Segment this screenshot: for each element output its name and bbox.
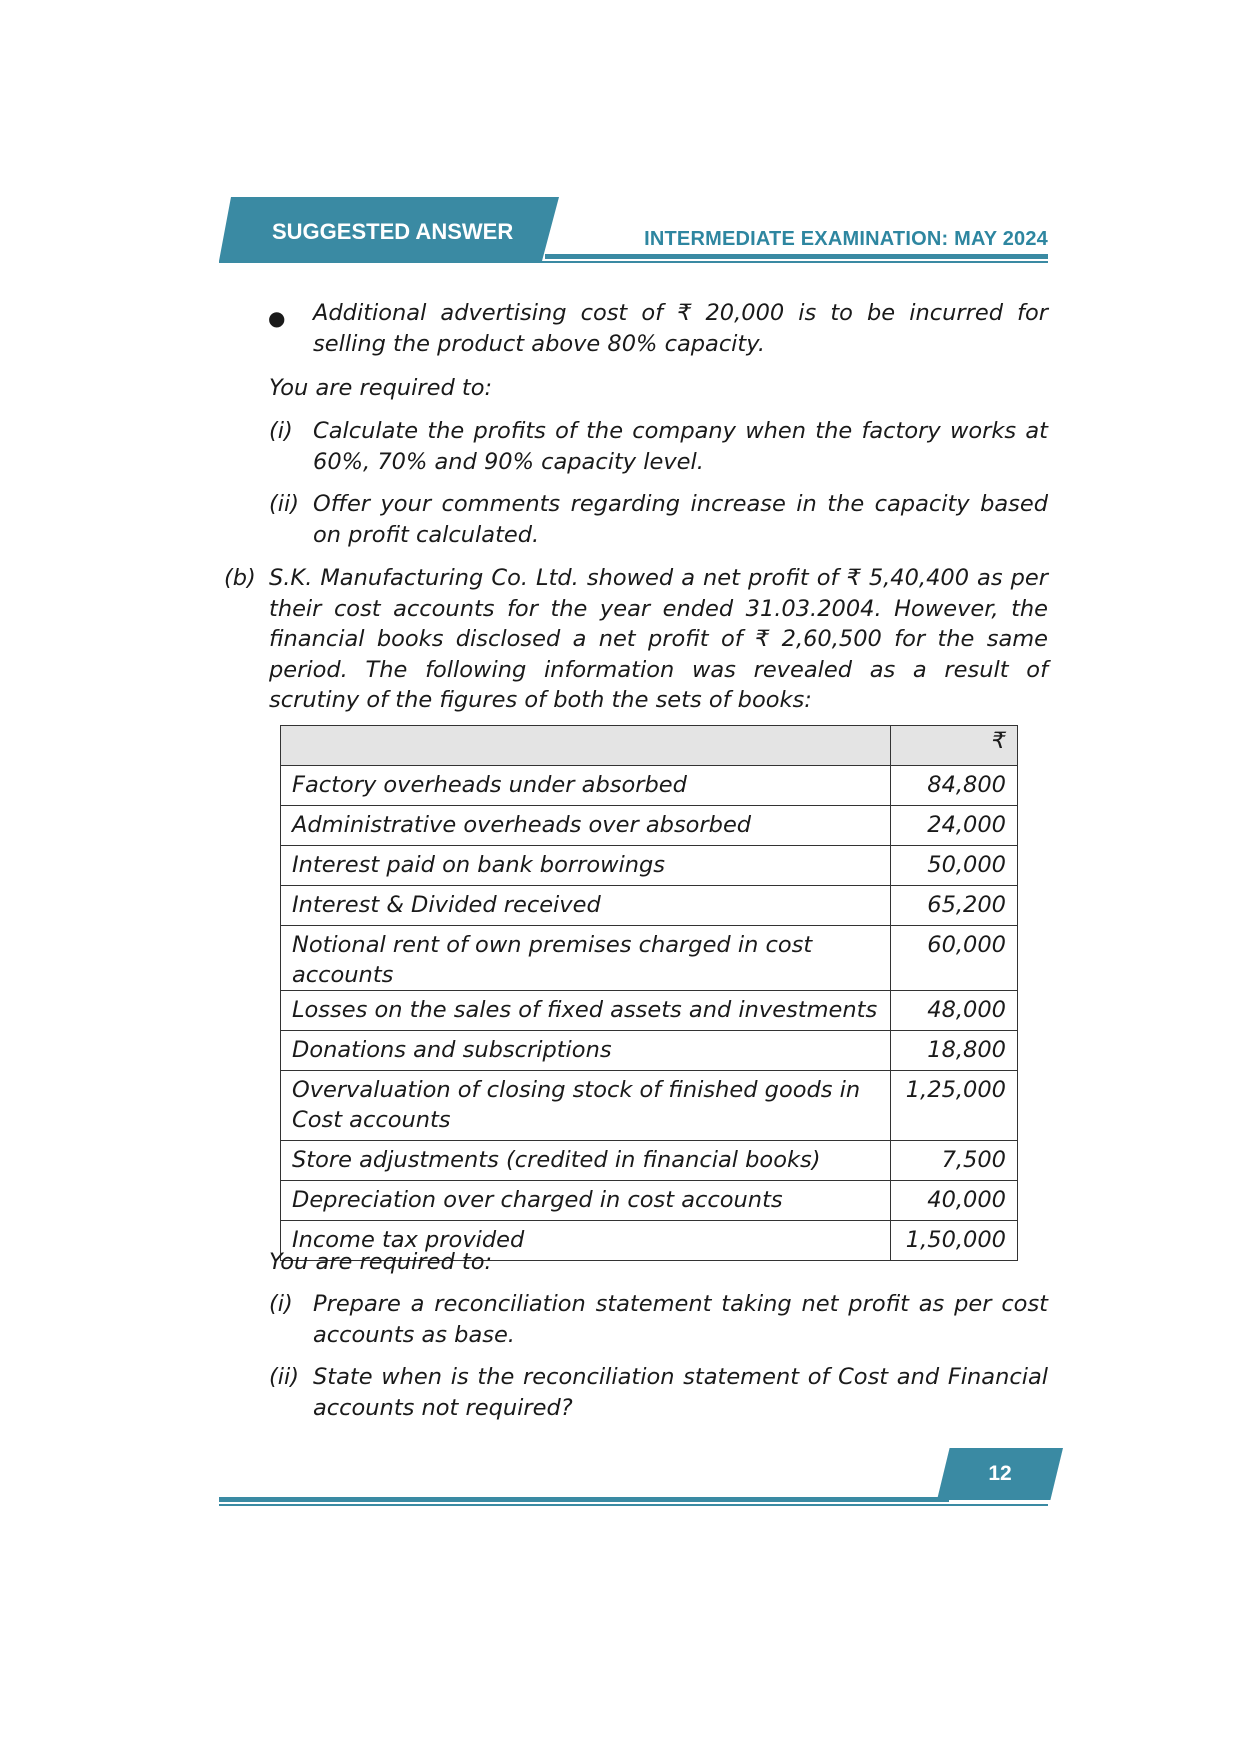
row-amount: 84,800 <box>891 766 1018 806</box>
item-text: Prepare a reconciliation statement taking net profit as per cost accounts as base. <box>313 1291 1048 1348</box>
row-label: Losses on the sales of fixed assets and investments <box>281 991 891 1031</box>
reconciliation-data-table <box>280 725 1018 1261</box>
row-label: Income tax provided <box>281 1221 891 1261</box>
bullet-text: Additional advertising cost of ₹ 20,000 is to be incurred for selling the product above 80% capacity. <box>313 300 1048 357</box>
table-row <box>281 1141 1018 1181</box>
table-header-label <box>281 726 891 766</box>
row-label: Overvaluation of closing stock of finished goods in Cost accounts <box>281 1071 891 1141</box>
row-amount: 60,000 <box>891 926 1018 991</box>
row-label: Depreciation over charged in cost accounts <box>281 1181 891 1221</box>
row-amount: 24,000 <box>891 806 1018 846</box>
part-b-marker: (b) <box>224 565 256 591</box>
item-text: State when is the reconciliation statement of Cost and Financial accounts not required? <box>313 1364 1048 1421</box>
row-label: Store adjustments (credited in financial books) <box>281 1141 891 1181</box>
table-row <box>281 846 1018 886</box>
row-label: Interest paid on bank borrowings <box>281 846 891 886</box>
table-row <box>281 991 1018 1031</box>
part-b-intro: S.K. Manufacturing Co. Ltd. showed a net profit of ₹ 5,40,400 as per their cost accounts for the year ended 31.03.2004. However, the financial books disclosed a net profit of ₹ 2,60,500 for the same period. The following information was revealed as a result of scrutiny of the figures of both the sets of books: <box>269 565 1048 713</box>
row-amount: 18,800 <box>891 1031 1018 1071</box>
row-amount: 48,000 <box>891 991 1018 1031</box>
row-amount: 7,500 <box>891 1141 1018 1181</box>
header-tab-label: SUGGESTED ANSWER <box>272 219 514 244</box>
row-amount: 50,000 <box>891 846 1018 886</box>
required-heading-b: You are required to: <box>269 1249 493 1275</box>
page-number: 12 <box>988 1462 1012 1485</box>
row-label: Donations and subscriptions <box>281 1031 891 1071</box>
item-marker: (ii) <box>269 491 300 517</box>
item-text: Calculate the profits of the company when the factory works at 60%, 70% and 90% capacity level. <box>313 418 1048 475</box>
table-row <box>281 886 1018 926</box>
table-row <box>281 1071 1018 1141</box>
table-header-row <box>281 726 1018 766</box>
table-row <box>281 1181 1018 1221</box>
bullet-icon: ● <box>268 306 286 330</box>
required-heading-a: You are required to: <box>269 375 493 401</box>
table-row <box>281 806 1018 846</box>
row-amount: 1,25,000 <box>891 1071 1018 1141</box>
item-marker: (ii) <box>269 1364 300 1390</box>
item-marker: (i) <box>269 1291 293 1317</box>
row-amount: 40,000 <box>891 1181 1018 1221</box>
footer-rule <box>219 1497 949 1502</box>
row-amount: 1,50,000 <box>891 1221 1018 1261</box>
table-row <box>281 926 1018 991</box>
row-label: Interest & Divided received <box>281 886 891 926</box>
item-text: Offer your comments regarding increase in the capacity based on profit calculated. <box>313 491 1048 548</box>
item-marker: (i) <box>269 418 293 444</box>
row-label: Administrative overheads over absorbed <box>281 806 891 846</box>
table-header-currency: ₹ <box>891 726 1018 766</box>
table-row <box>281 1031 1018 1071</box>
header-rule-thin <box>219 261 1048 263</box>
exam-title: INTERMEDIATE EXAMINATION: MAY 2024 <box>644 228 1048 250</box>
table-row <box>281 766 1018 806</box>
row-label: Notional rent of own premises charged in cost accounts <box>281 926 891 991</box>
footer-rule-thin <box>219 1504 1048 1506</box>
header-rule <box>545 254 1048 259</box>
row-label: Factory overheads under absorbed <box>281 766 891 806</box>
row-amount: 65,200 <box>891 886 1018 926</box>
